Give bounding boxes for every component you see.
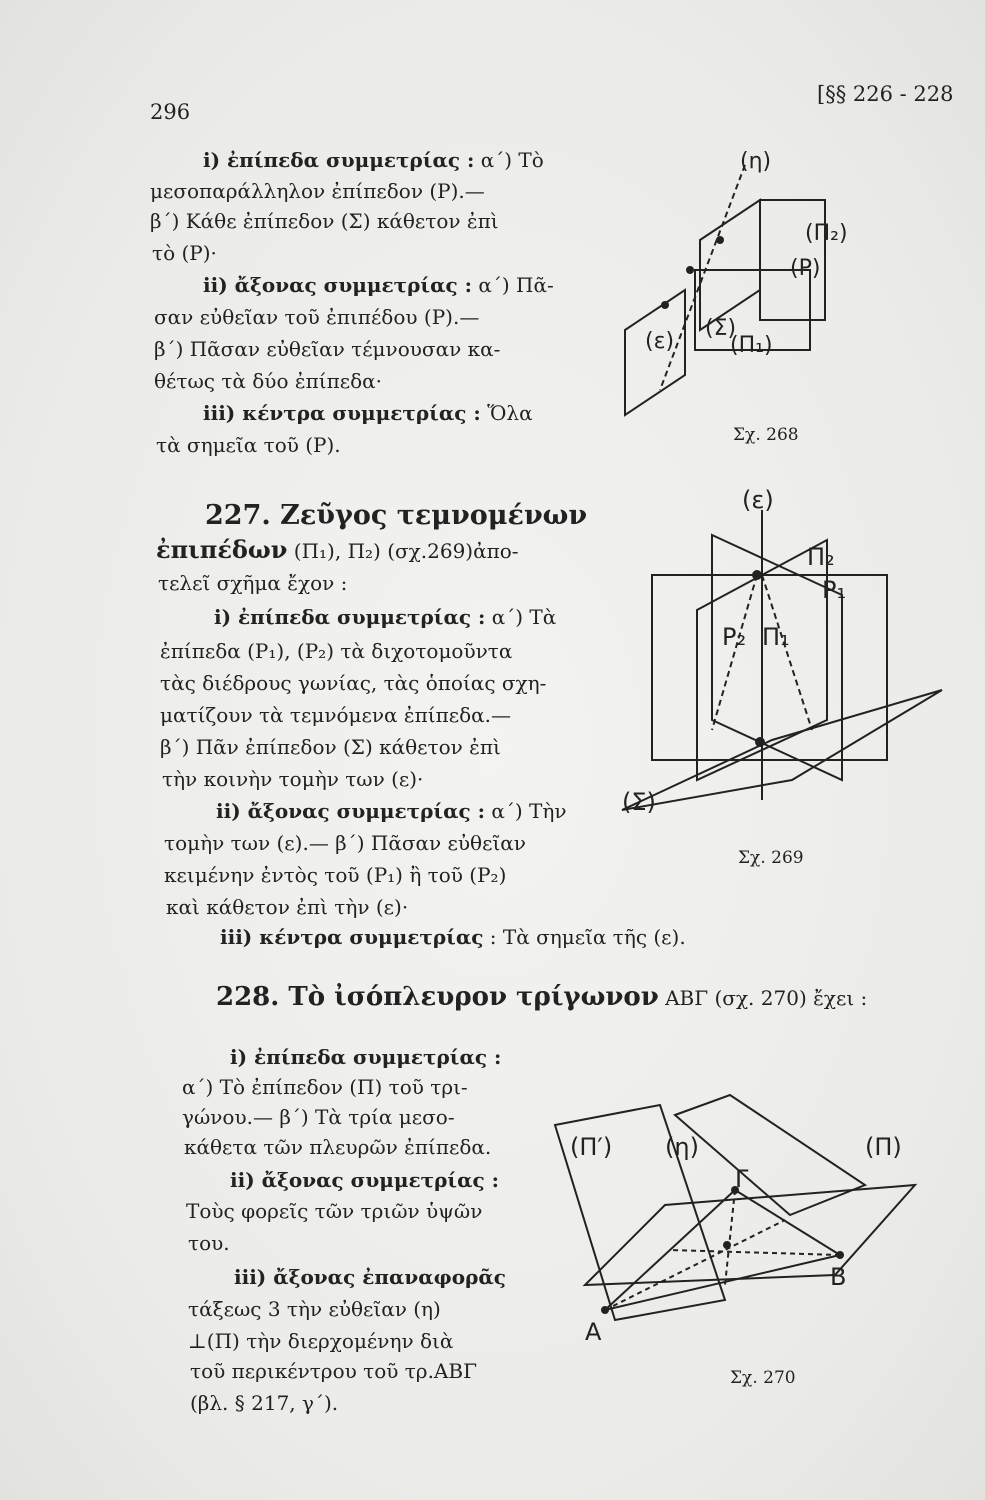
s228-line-6: Τοὺς φορεῖς τῶν τριῶν ὑψῶν [186,1199,483,1223]
figure-270 [545,1075,945,1375]
fig269-label-pi2: Π₂ [807,543,835,571]
s226-line-2: μεσοπαράλληλον ἐπίπεδον (Ρ).— [150,179,485,203]
s227-line-5: τὰς διέδρους γωνίας, τὰς ὁποίας σχη- [160,671,547,695]
fig270-altitude [725,1190,735,1285]
fig269-point-bottom [755,737,765,747]
s228-rot-label: iii) ἄξονας ἐπαναφορᾶς [234,1265,506,1289]
s227-line-7: β΄) Πᾶν ἐπίπεδον (Σ) κάθετον ἐπὶ [160,735,501,759]
s228-axes-label: ii) ἄξονας συμμετρίας : [230,1168,500,1192]
s226-line-6: σαν εὐθεῖαν τοῦ ἐπιπέδου (Ρ).— [154,305,480,329]
s227-line-12: καὶ κάθετον ἐπὶ τὴν (ε)· [166,895,409,919]
section-range: [§§ 226 - 228 [817,82,954,106]
fig270-point-a [601,1306,609,1314]
s227-planes-text: α΄) Τὰ [485,605,557,629]
s227-heading-2: ἐπιπέδων [156,535,288,564]
s228-heading-line [216,982,867,1013]
s227-axes-label: ii) ἄξονας συμμετρίας : [216,799,486,823]
fig268-label-epsilon: (ε) [645,329,675,354]
s226-planes-text: α΄) Τὸ [474,148,544,172]
fig270-label-pi: (Π) [865,1133,902,1161]
s228-line-10: ⊥(Π) τὴν διερχομένην διὰ [188,1329,454,1353]
fig269-label-rho2: Ρ₂ [722,623,747,651]
s226-axes-label: ii) ἄξονας συμμετρίας : [203,273,473,297]
fig270-label-b: Β [830,1263,847,1291]
fig268-point-2 [661,301,669,309]
fig268-label-eta: (η) [740,149,772,174]
fig268-point-3 [716,236,724,244]
s226-planes-label: i) ἐπίπεδα συμμετρίας : [203,148,475,172]
s226-line-5 [203,270,554,300]
s226-line-9 [203,398,533,428]
fig270-median-2 [670,1250,840,1255]
fig269-plane-pi1 [652,575,887,760]
s226-line-10: τὰ σημεῖα τοῦ (Ρ). [156,433,341,457]
fig268-plane-p [700,200,760,330]
fig270-caption: Σχ. 270 [730,1368,796,1388]
s227-line-6: ματίζουν τὰ τεμνόμενα ἐπίπεδα.— [160,703,512,727]
s227-axes-text: α΄) Τὴν [485,799,567,823]
s226-centers-text: Ὅλα [480,401,533,425]
fig269-caption: Σχ. 269 [738,848,804,868]
s228-line-12: (βλ. § 217, γ΄). [190,1391,339,1415]
page-number: 296 [150,100,191,124]
s228-planes-label: i) ἐπίπεδα συμμετρίας : [230,1045,502,1069]
fig270-median-1 [605,1220,785,1310]
s226-line-1 [203,145,544,175]
s228-line-3: γώνου.— β΄) Τὰ τρία μεσο- [182,1105,455,1129]
s227-centers-label: iii) κέντρα συμμετρίας [220,925,484,949]
fig268-label-rho: (Ρ) [790,256,821,281]
s227-line-13 [220,922,686,952]
s227-line-10: τομὴν των (ε).— β΄) Πᾶσαν εὐθεῖαν [164,831,526,855]
s227-line-3 [214,602,556,632]
fig270-label-a: Α [585,1318,602,1346]
s226-axes-text: α΄) Πᾶ- [472,273,554,297]
s228-heading-rest: ΑΒΓ (σχ. 270) ἔχει : [658,986,868,1010]
figure-268 [600,140,880,440]
fig269-line-dash-2 [762,575,812,730]
s227-line-4: ἐπίπεδα (Ρ₁), (Ρ₂) τὰ διχοτομοῦντα [160,639,513,663]
fig269-label-epsilon: (ε) [742,486,774,514]
fig270-point-center [723,1241,731,1249]
s228-line-7: του. [188,1231,230,1255]
fig270-side-gb [735,1190,840,1255]
s227-heading-2-rest: (Π₁), Π₂) (σχ.269)ἀπο- [287,539,519,563]
fig270-label-eta: (η) [665,1133,699,1161]
fig269-point-top [752,570,762,580]
s226-line-8: θέτως τὰ δύο ἐπίπεδα· [154,369,382,393]
fig268-label-pi2: (Π₂) [805,221,848,246]
s228-line-2: α΄) Τὸ ἐπίπεδον (Π) τοῦ τρι- [182,1075,468,1099]
fig270-point-b [836,1251,844,1259]
fig270-side-ag [605,1190,735,1310]
s228-line-4: κάθετα τῶν πλευρῶν ἐπίπεδα. [184,1135,492,1159]
fig269-plane-sigma [622,690,942,810]
s227-line-8: τὴν κοινὴν τομὴν των (ε)· [162,767,424,791]
fig268-caption: Σχ. 268 [733,425,799,445]
s227-line-2: τελεῖ σχῆμα ἔχον : [158,571,348,595]
s227-centers-text: : Τὰ σημεῖα τῆς (ε). [483,925,686,949]
fig268-label-pi1: (Π₁) [730,333,773,358]
s227-line-11: κειμένην ἐντὸς τοῦ (Ρ₁) ἢ τοῦ (Ρ₂) [164,863,507,887]
figure-269 [612,480,952,840]
fig269-label-rho1: Ρ₁ [822,576,847,604]
fig270-label-pi-prime: (Π′) [570,1133,613,1161]
fig270-label-g: Γ [735,1165,749,1193]
s227-line-9 [216,796,567,826]
s227-planes-label: i) ἐπίπεδα συμμετρίας : [214,605,486,629]
s228-line-11: τοῦ περικέντρου τοῦ τρ.ΑΒΓ [190,1359,477,1383]
s228-heading: 228. Τὸ ἰσόπλευρον τρίγωνον [216,982,659,1012]
s227-line-1 [156,535,519,566]
fig268-label-sigma: (Σ) [705,316,737,341]
s226-line-3: β΄) Κάθε ἐπίπεδον (Σ) κάθετον ἐπὶ [150,209,499,233]
s226-centers-label: iii) κέντρα συμμετρίας : [203,401,481,425]
s227-heading: 227. Ζεῦγος τεμνομένων [205,500,588,531]
s226-line-7: β΄) Πᾶσαν εὐθεῖαν τέμνουσαν κα- [154,337,501,361]
s228-line-9: τάξεως 3 τὴν εὐθεῖαν (η) [188,1297,441,1321]
fig269-label-sigma: (Σ) [622,788,656,816]
fig269-label-pi1: Π₁ [762,623,790,651]
s226-line-4: τὸ (Ρ)· [152,241,217,265]
fig268-point-1 [686,266,694,274]
